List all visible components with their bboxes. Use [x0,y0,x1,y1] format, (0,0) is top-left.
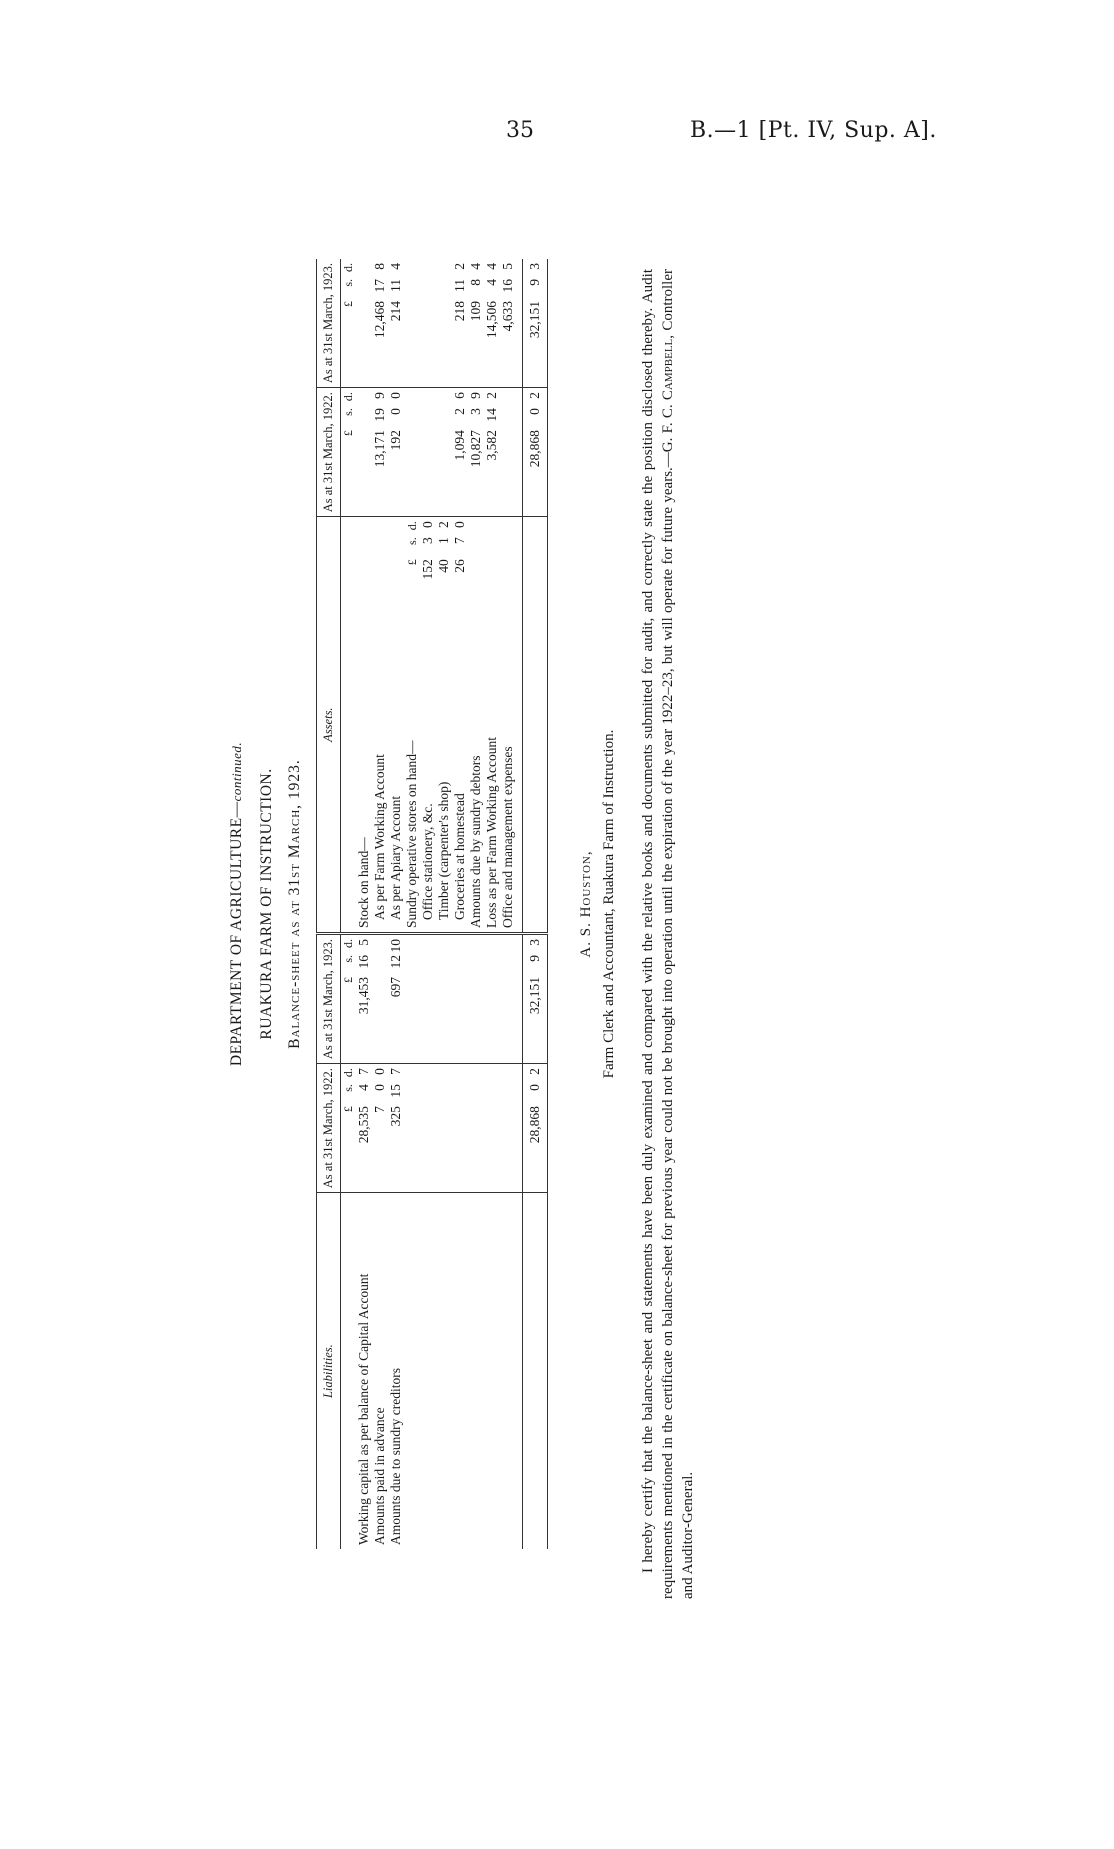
auditor-name: G. F. C. Campbell, [660,334,676,453]
liability-label: Amounts due to sundry creditors [388,1368,403,1545]
auditor-title: Controller and Auditor-General. [660,269,696,1599]
asset-1923-header: As at 31st March, 1923. [317,259,341,388]
asset-label: Sundry operative stores on hand— [404,611,420,933]
balance-sheet-title: Balance-sheet as at 31st March, 1923. [286,759,303,1049]
asset-label: As per Apiary Account [388,611,404,933]
units-row: £s.d. £s.d. £s.d. £s.d. [341,259,357,1549]
balance-sheet-table [316,259,548,1549]
signature-block [578,169,618,1639]
continued-label: continued. [229,741,244,802]
table-row: Office and management expenses 4,633165 [500,259,516,1549]
department-heading: DEPARTMENT OF AGRICULTURE—continued. [228,741,245,1067]
asset-label: As per Farm Working Account [372,611,388,933]
signer-title: Farm Clerk and Accountant, Ruakura Farm of Instruction. [601,729,617,1079]
audit-certificate: I hereby certify that the balance-sheet and statements have been duly examined and compared with the relative books and documents submitted for audit, and correctly state the position disclosed thereby. Audit requirements mentioned in the certificate on balance-sheet for previous year could not be brought into operation until the expiration of the year 1922–23, but will operate for future years.—G. F. C. Campbell, Controller and Auditor-General. [640,269,696,1599]
asset-label: Timber (carpenter's shop) [436,611,452,933]
farm-heading: RUAKURA FARM OF INSTRUCTION. [258,768,275,1040]
table-header-row [317,259,341,1549]
liability-label: Amounts paid in advance [372,1407,387,1545]
signer-name: A. S. Houston, [578,850,594,958]
table-row: Sundry operative stores on hand— £s.d. [404,259,420,1549]
liability-label: Working capital as per balance of Capital Account [356,1273,371,1545]
assets-header: Assets. [317,517,341,934]
asset-label: Amounts due by sundry debtors [468,611,484,933]
liabilities-header: Liabilities. [317,1193,341,1549]
asset-1922-header: As at 31st March, 1922. [317,388,341,517]
table-row: Groceries at homestead 2670 1,09426 218112 [452,259,468,1549]
series-reference: B.—1 [Pt. IV, Sup. A]. [690,118,937,143]
asset-label: Loss as per Farm Working Account [484,611,500,933]
asset-label: Office and management expenses [500,611,516,933]
table-row: Amounts due by sundry debtors 10,82739 10984 [468,259,484,1549]
asset-label: Stock on hand— [356,611,372,933]
totals-row: 28,86802 32,15193 28,86802 32,15193 [523,259,548,1549]
asset-label: Groceries at homestead [452,611,468,933]
table-row: Loss as per Farm Working Account 3,582142 14,50644 [484,259,500,1549]
table-row: Working capital as per balance of Capital Account 28,53547 31,453165 Stock on hand— [356,259,372,1549]
page-number: 35 [506,118,534,143]
table-row: Office stationery, &c. 15230 [420,259,436,1549]
balance-sheet-section [228,169,698,1639]
asset-label: Office stationery, &c. [420,611,436,933]
table-row: Amounts due to sundry creditors 325157 6971210 As per Apiary Account 19200 214114 [388,259,404,1549]
table-row: Amounts paid in advance 700 As per Farm Working Account 13,171199 12,468178 [372,259,388,1549]
liab-1922-header: As at 31st March, 1922. [317,1064,341,1193]
liab-1923-header: As at 31st March, 1923. [317,933,341,1063]
table-row: Timber (carpenter's shop) 4012 [436,259,452,1549]
